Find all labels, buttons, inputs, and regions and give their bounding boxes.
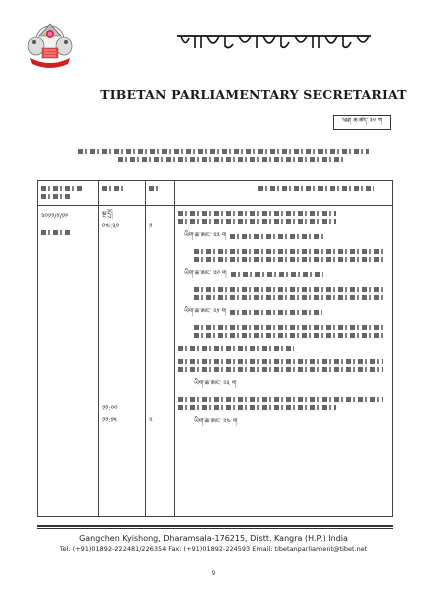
date-value: ༢༠༡༡/༡/༡༩	[41, 212, 69, 220]
item-number-1: ༡	[149, 222, 153, 230]
table-row	[38, 206, 393, 517]
row-business	[175, 206, 393, 517]
time-label: སྔ་དྲོ།	[102, 210, 113, 218]
item-c: ཡིག་ཆ་ཨང་ ༢༡ ག	[178, 303, 389, 322]
item-e: ཡིག་ཆ་ཨང་ ༢༤ ག	[194, 417, 238, 425]
header-time	[99, 181, 146, 206]
footer-rule-thin	[37, 528, 393, 529]
header-number	[146, 181, 175, 206]
row-date	[38, 206, 99, 517]
footer-address: Gangchen Kyishong, Dharamsala-176215, Distt. Kangra (H.P.) India	[79, 534, 348, 543]
item-number-2: ༢	[149, 416, 153, 424]
item-b: ཡིག་ཆ་ཨང་ ༢༠ ག	[178, 265, 389, 284]
item-a: ཡིག་ཆ་ཨང་ ༢༢ ག	[178, 227, 389, 246]
parliament-emblem	[22, 14, 78, 74]
organisation-title: TIBETAN PARLIAMENTARY SECRETARIAT	[100, 87, 407, 102]
table-header-row	[38, 181, 393, 206]
header-business	[175, 181, 393, 206]
row-numbers	[146, 206, 175, 517]
row-times	[99, 206, 146, 517]
time-3: ༡༡:༡༥	[102, 416, 117, 424]
time-2: ༡༡:༠༠	[102, 404, 118, 412]
agenda-heading	[78, 146, 378, 174]
footer-rule	[37, 525, 393, 527]
tibetan-header-script	[175, 30, 375, 52]
heading-line-2	[118, 157, 343, 162]
agenda-table	[37, 180, 393, 517]
time-1: ༠༤:༣༠	[102, 222, 120, 230]
heading-line-1	[78, 149, 369, 154]
item-d: ཡིག་ཆ་ཨང་ ༢༣ ག	[194, 379, 237, 387]
page-number: 9	[211, 570, 216, 577]
header-date	[38, 181, 99, 206]
document-reference: ༄༅། ཆ་ཚད་ ༣༦ ག	[333, 115, 391, 130]
footer-contact: Tel: (+91)01892-222481/226354 Fax: (+91)01892-224593 Email: tibetanparliament@tibet.net	[59, 545, 368, 553]
